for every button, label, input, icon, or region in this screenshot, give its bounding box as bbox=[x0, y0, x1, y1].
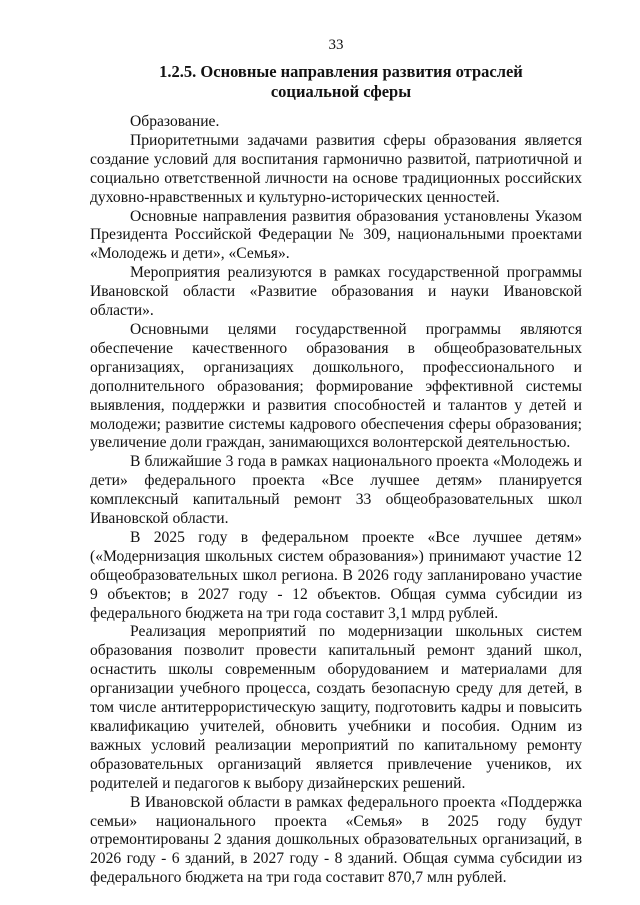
paragraph-modernization-effects: Реализация мероприятий по модернизации школьных систем образования позволит провести капитальный ремонт зданий школ, оснастить школы современным оборудованием и материалами для организации учебного процесса, создать безопасную среду для детей, в том числе антитеррористическую защиту, подготовить кадры и повысить квалификацию учителей, обновить учебники и пособия. Одним из важных условий реализации мероприятий по капитальному ремонту образовательных организаций является привлечение учеников, их родителей и педагогов к выбору дизайнерских решений. bbox=[90, 623, 582, 792]
section-heading-line-2: социальной сферы bbox=[270, 82, 412, 101]
section-heading-line-1: 1.2.5. Основные направления развития отраслей bbox=[159, 62, 523, 81]
paragraph-education-label: Образование. bbox=[130, 113, 220, 130]
paragraph-modernization-2025: В 2025 году в федеральном проекте «Все лучшее детям» («Модернизация школьных систем образования») принимают участие 12 общеобразовательных школ региона. В 2026 году запланировано участие 9 объектов; в 2027 году - 12 объектов. Общая сумма субсидии из федерального бюджета на три года составит 3,1 млрд рублей. bbox=[90, 528, 582, 622]
section-heading bbox=[95, 62, 587, 102]
paragraph-state-program: Мероприятия реализуются в рамках государственной программы Ивановской области «Развитие образования и науки Ивановской области». bbox=[90, 264, 582, 320]
paragraph-priorities: Приоритетными задачами развития сферы образования является создание условий для воспитания гармонично развитой, патриотичной и социально ответственной личности на основе традиционных российских духовно-нравственных и культурно-исторических ценностей. bbox=[90, 131, 582, 206]
page-number: 33 bbox=[328, 37, 344, 53]
paragraph-school-repairs: В ближайшие 3 года в рамках национального проекта «Молодежь и дети» федерального проекта «Все лучшее детям» планируется комплексный капитальный ремонт 33 общеобразовательных школ Ивановской области. bbox=[90, 453, 582, 528]
paragraph-program-goals: Основными целями государственной программы являются обеспечение качественного образования в общеобразовательных организациях, организациях дошкольного, профессионального и дополнительного образования; формирование эффективной системы выявления, поддержки и развития способностей и талантов у детей и молодежи; развитие системы кадрового обеспечения сферы образования; увеличение доли граждан, занимающихся волонтерской деятельностью. bbox=[90, 320, 582, 452]
body-text bbox=[90, 113, 582, 888]
paragraph-preschool-repairs: В Ивановской области в рамках федерального проекта «Поддержка семьи» национального проекта «Семья» в 2025 году будут отремонтированы 2 здания дошкольных образовательных организаций, в 2026 году - 6 зданий, в 2027 году - 8 зданий. Общая сумма субсидии из федерального бюджета на три года составит 870,7 млн рублей. bbox=[90, 793, 582, 887]
paragraph-directions: Основные направления развития образования установлены Указом Президента Российской Федерации № 309, национальными проектами «Молодежь и дети», «Семья». bbox=[90, 207, 582, 263]
